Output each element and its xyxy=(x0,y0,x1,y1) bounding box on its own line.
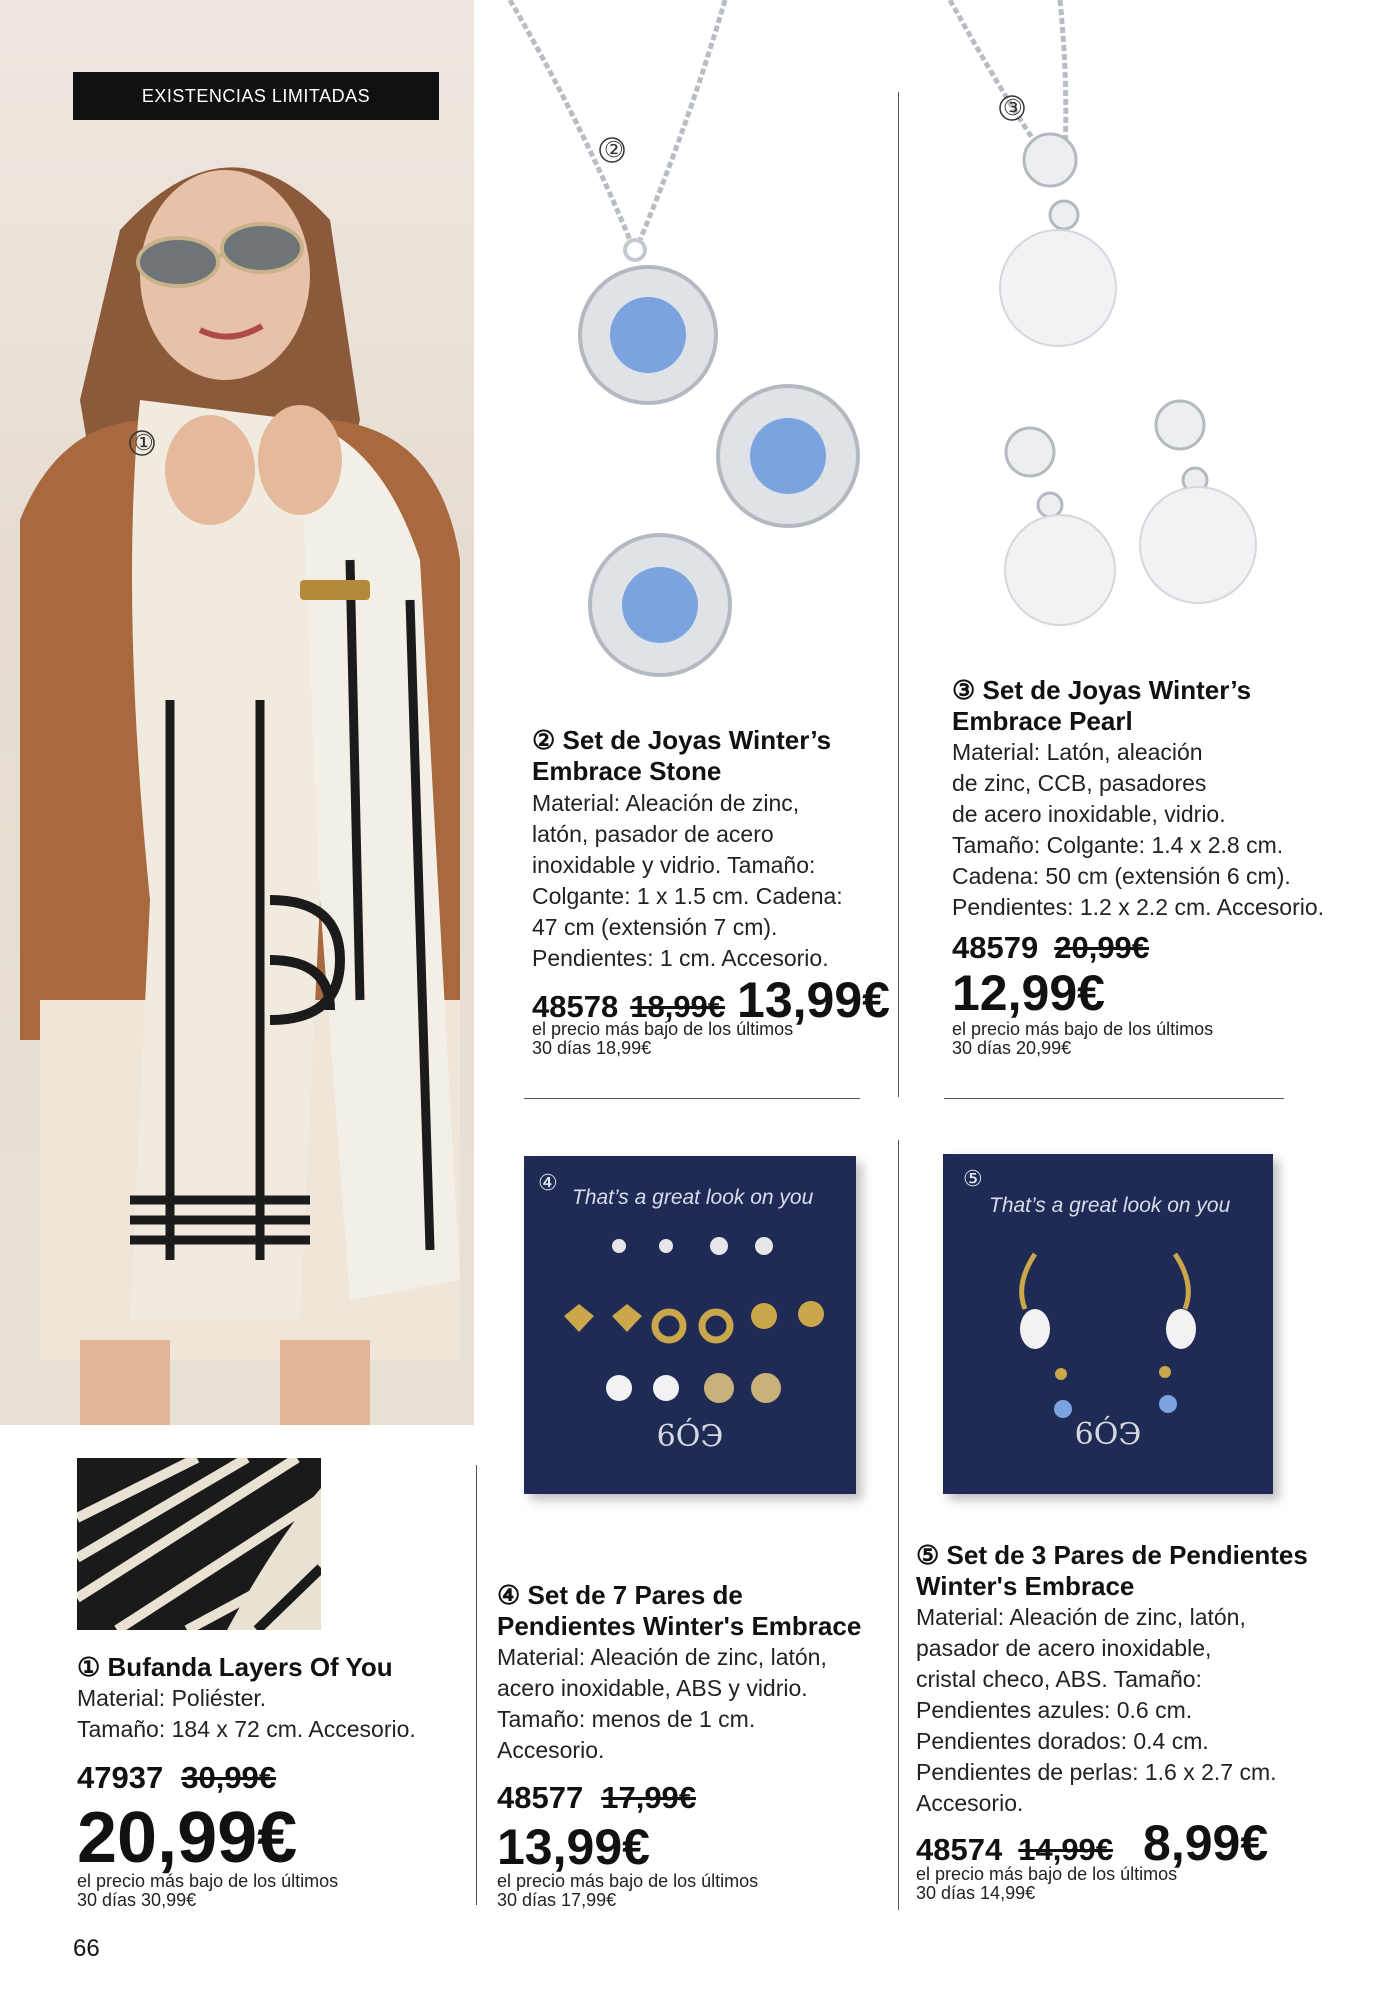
product-2-code: 48578 xyxy=(532,989,619,1024)
earring-card-3-pairs xyxy=(943,1154,1273,1494)
product-2-note xyxy=(532,1020,793,1058)
marker-2: ② xyxy=(604,137,624,162)
desc-line: Material: Aleación de zinc, latón, xyxy=(497,1644,827,1670)
product-1-pricing xyxy=(77,1760,276,1796)
column-divider xyxy=(898,92,899,1097)
product-5-title-line: Winter's Embrace xyxy=(916,1571,1135,1601)
earrings-trio xyxy=(943,1234,1273,1464)
product-4-title-line: ④ Set de 7 Pares de xyxy=(497,1580,743,1610)
desc-line: Pendientes azules: 0.6 cm. xyxy=(916,1697,1193,1723)
product-2-old-price: 18,99€ xyxy=(630,989,726,1024)
desc-line: cristal checo, ABS. Tamaño: xyxy=(916,1666,1202,1692)
product-5-description xyxy=(916,1602,1356,1819)
product-3-pricing xyxy=(952,930,1149,966)
card-tagline: That’s a great look on you xyxy=(989,1194,1231,1217)
desc-line: Material: Latón, aleación xyxy=(952,739,1203,765)
note-line: el precio más bajo de los últimos xyxy=(952,1019,1214,1039)
desc-line: Material: Poliéster. xyxy=(77,1685,267,1711)
product-2-pricing xyxy=(532,972,890,1028)
page-number: 66 xyxy=(73,1935,100,1962)
column-divider xyxy=(476,1465,477,1905)
product-1-title: ① Bufanda Layers Of You xyxy=(77,1652,393,1682)
product-5-note xyxy=(916,1865,1177,1903)
stone-jewelry-image xyxy=(500,0,880,700)
desc-line: de zinc, CCB, pasadores xyxy=(952,770,1207,796)
product-2-title-line: Embrace Stone xyxy=(532,756,722,786)
product-1-note xyxy=(77,1872,338,1910)
column-divider xyxy=(898,1140,899,1910)
desc-line: Cadena: 50 cm (extensión 6 cm). xyxy=(952,863,1291,889)
product-4-price: 13,99€ xyxy=(497,1819,650,1875)
product-2-title xyxy=(532,725,862,787)
product-3-title-line: Embrace Pearl xyxy=(952,706,1133,736)
desc-line: Pendientes de perlas: 1.6 x 2.7 cm. xyxy=(916,1759,1277,1785)
note-line: 30 días 14,99€ xyxy=(916,1883,1036,1903)
product-3-code: 48579 xyxy=(952,930,1039,965)
desc-line: Tamaño: menos de 1 cm. xyxy=(497,1706,756,1732)
product-1-price: 20,99€ xyxy=(77,1798,298,1878)
product-5-old-price: 14,99€ xyxy=(1018,1832,1114,1867)
desc-line: Pendientes dorados: 0.4 cm. xyxy=(916,1728,1209,1754)
desc-line: Pendientes: 1 cm. Accesorio. xyxy=(532,945,829,971)
scarf-detail-image xyxy=(77,1458,321,1630)
desc-line: de acero inoxidable, vidrio. xyxy=(952,801,1226,827)
product-4-title xyxy=(497,1580,897,1642)
product-3-old-price: 20,99€ xyxy=(1054,930,1150,965)
product-3-note xyxy=(952,1020,1213,1058)
marker-3: ③ xyxy=(1003,95,1023,120)
product-5-code: 48574 xyxy=(916,1832,1003,1867)
desc-line: Accesorio. xyxy=(497,1737,605,1763)
section-divider xyxy=(524,1098,860,1099)
product-5-title-line: ⑤ Set de 3 Pares de Pendientes xyxy=(916,1540,1308,1570)
desc-line: 47 cm (extensión 7 cm). xyxy=(532,914,778,940)
model-photo xyxy=(0,0,474,1425)
note-line: el precio más bajo de los últimos xyxy=(77,1871,339,1891)
product-4-old-price: 17,99€ xyxy=(601,1780,697,1815)
product-5-title xyxy=(916,1540,1356,1602)
product-2-price: 13,99€ xyxy=(737,972,890,1028)
product-4-description xyxy=(497,1642,887,1766)
product-4-pricing xyxy=(497,1780,696,1816)
product-2-description xyxy=(532,788,862,974)
pearl-jewelry-image xyxy=(940,0,1300,640)
desc-line: Tamaño: 184 x 72 cm. Accesorio. xyxy=(77,1716,416,1742)
desc-line: acero inoxidable, ABS y vidrio. xyxy=(497,1675,808,1701)
svg-text:6ÓЭ: 6ÓЭ xyxy=(656,1419,724,1454)
product-3-price: 12,99€ xyxy=(952,965,1105,1021)
product-4-code: 48577 xyxy=(497,1780,584,1815)
desc-line: Accesorio. xyxy=(916,1790,1024,1816)
product-4-note xyxy=(497,1872,758,1910)
desc-line: Tamaño: Colgante: 1.4 x 2.8 cm. xyxy=(952,832,1284,858)
desc-line: Material: Aleación de zinc, latón, xyxy=(916,1604,1246,1630)
desc-line: Pendientes: 1.2 x 2.2 cm. Accesorio. xyxy=(952,894,1325,920)
product-3-title xyxy=(952,675,1312,737)
earring-card-7-pairs xyxy=(524,1156,856,1494)
product-3-description xyxy=(952,737,1332,923)
note-line: el precio más bajo de los últimos xyxy=(532,1019,794,1039)
note-line: 30 días 30,99€ xyxy=(77,1890,197,1910)
desc-line: Colgante: 1 x 1.5 cm. Cadena: xyxy=(532,883,843,909)
limited-stock-badge: EXISTENCIAS LIMITADAS xyxy=(73,72,439,120)
marker-4: ④ xyxy=(538,1170,558,1195)
note-line: el precio más bajo de los últimos xyxy=(497,1871,759,1891)
marker-1: ① xyxy=(134,430,154,455)
note-line: 30 días 18,99€ xyxy=(532,1038,652,1058)
product-1-code: 47937 xyxy=(77,1760,164,1795)
earrings-grid xyxy=(524,1226,856,1456)
product-4-title-line: Pendientes Winter's Embrace xyxy=(497,1611,862,1641)
product-5-price: 8,99€ xyxy=(1143,1815,1269,1871)
svg-text:6ÓЭ: 6ÓЭ xyxy=(1074,1417,1142,1452)
card-tagline: That’s a great look on you xyxy=(572,1186,814,1209)
product-1-description xyxy=(77,1683,457,1745)
desc-line: Material: Aleación de zinc, xyxy=(532,790,800,816)
product-1-old-price: 30,99€ xyxy=(181,1760,277,1795)
note-line: 30 días 20,99€ xyxy=(952,1038,1072,1058)
marker-5: ⑤ xyxy=(963,1166,983,1191)
product-5-pricing xyxy=(916,1815,1269,1871)
desc-line: pasador de acero inoxidable, xyxy=(916,1635,1212,1661)
product-3-title-line: ③ Set de Joyas Winter’s xyxy=(952,675,1252,705)
section-divider xyxy=(944,1098,1284,1099)
desc-line: latón, pasador de acero xyxy=(532,821,774,847)
model-illustration xyxy=(0,0,474,1425)
desc-line: inoxidable y vidrio. Tamaño: xyxy=(532,852,816,878)
note-line: 30 días 17,99€ xyxy=(497,1890,617,1910)
note-line: el precio más bajo de los últimos xyxy=(916,1864,1178,1884)
product-2-title-line: ② Set de Joyas Winter’s xyxy=(532,725,832,755)
